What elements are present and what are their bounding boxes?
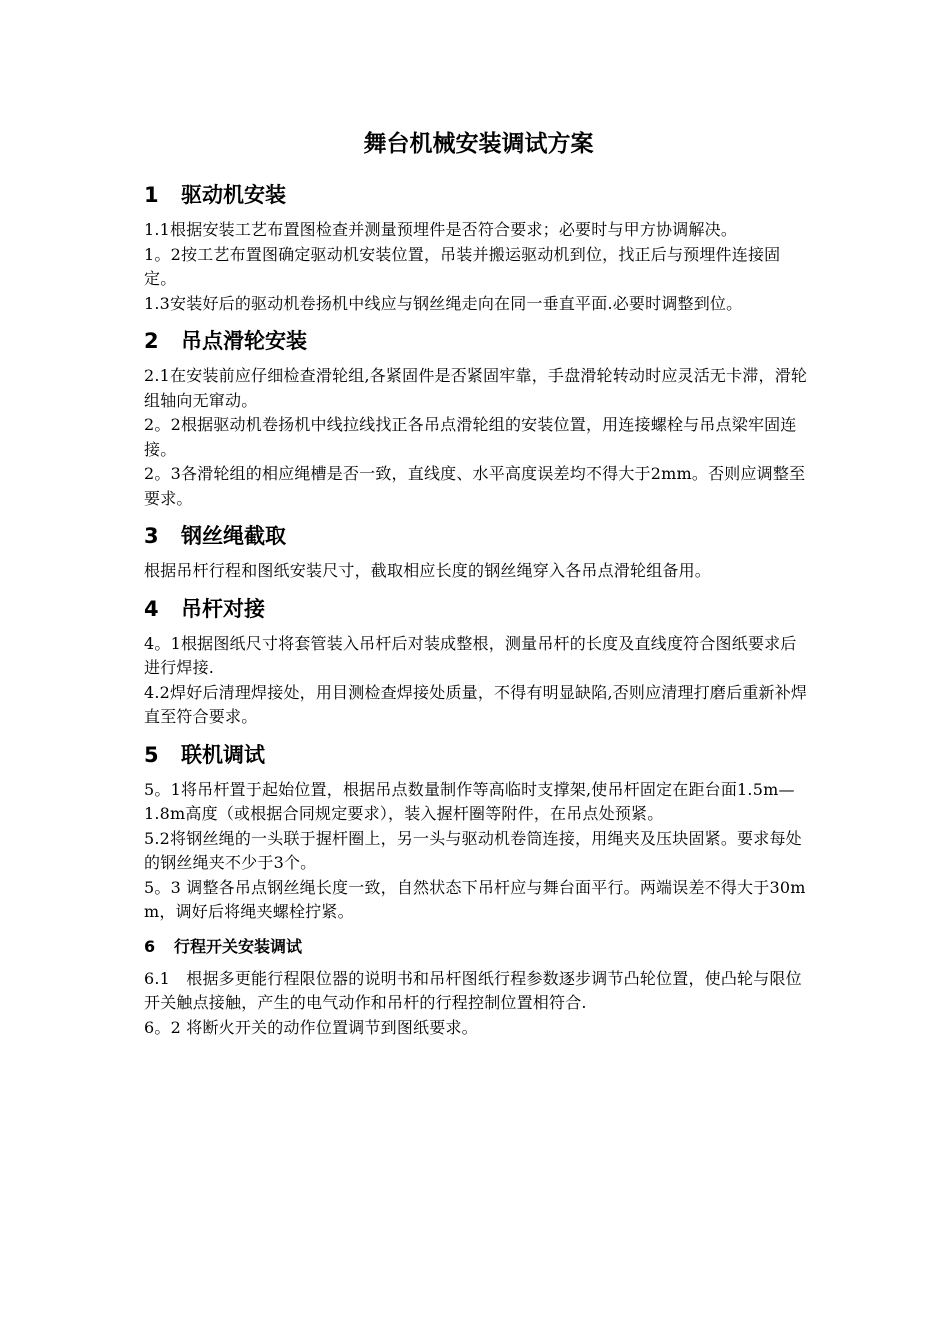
paragraph: 1.3安装好后的驱动机卷扬机中线应与钢丝绳走向在同一垂直平面.必要时调整到位。	[144, 293, 743, 313]
paragraph: 5.2将钢丝绳的一头联于握杆圈上，另一头与驱动机卷筒连接，用绳夹及压块固紧。要求每处的钢丝绳夹不少于3个。	[144, 828, 802, 872]
paragraph: 1。2按工艺布置图确定驱动机安装位置，吊装并搬运驱动机到位，找正后与预埋件连接固定。	[144, 244, 781, 288]
paragraph: 1.1根据安装工艺布置图检查并测量预埋件是否符合要求；必要时与甲方协调解决。	[144, 220, 738, 239]
section-1	[144, 180, 809, 316]
section-number: 3	[144, 524, 159, 548]
paragraph: 根据吊杆行程和图纸安装尺寸，截取相应长度的钢丝绳穿入各吊点滑轮组备用。	[144, 561, 712, 580]
section-number: 1	[144, 183, 159, 207]
section-title: 吊杆对接	[181, 596, 265, 621]
section-heading	[144, 594, 809, 624]
section-5	[144, 740, 809, 925]
section-3	[144, 521, 809, 584]
section-number: 5	[144, 742, 159, 767]
paragraph: 2.1在安装前应仔细检查滑轮组,各紧固件是否紧固牢靠，手盘滑轮转动时应灵活无卡滞，滑轮组轴向无窜动。	[144, 366, 808, 410]
paragraph: 2。2根据驱动机卷扬机中线拉线找正各吊点滑轮组的安装位置，用连接螺栓与吊点梁牢固连接。	[144, 415, 797, 459]
section-number: 2	[144, 329, 159, 353]
section-heading	[144, 521, 809, 551]
paragraph: 4.2焊好后清理焊接处，用目测检查焊接处质量，不得有明显缺陷,否则应清理打磨后重新补焊直至符合要求。	[144, 682, 808, 726]
section-title: 驱动机安装	[181, 183, 286, 207]
paragraph: 4。1根据图纸尺寸将套管装入吊杆后对装成整根，测量吊杆的长度及直线度符合图纸要求后进行焊接.	[144, 633, 797, 677]
section-title: 钢丝绳截取	[181, 524, 286, 548]
paragraph: 5。3 调整各吊点钢丝绳长度一致，自然状态下吊杆应与舞台面平行。两端误差不得大于30mm，调好后将绳夹螺栓拧紧。	[144, 877, 806, 921]
document-page	[144, 128, 809, 1040]
section-number: 4	[144, 596, 159, 621]
section-heading	[144, 180, 809, 210]
section-heading	[144, 326, 809, 356]
section-title: 吊点滑轮安装	[181, 329, 307, 353]
paragraph: 6。2 将断火开关的动作位置调节到图纸要求。	[144, 1017, 478, 1037]
paragraph: 6.1 根据多更能行程限位器的说明书和吊杆图纸行程参数逐步调节凸轮位置，使凸轮与限位开关触点接触，产生的电气动作和吊杆的行程控制位置相符合.	[144, 968, 802, 1012]
section-6	[144, 935, 809, 1041]
paragraph: 5。1将吊杆置于起始位置，根据吊点数量制作等高临时支撑架,使吊杆固定在距台面1.5m—1.8m高度（或根据合同规定要求），装入握杆圈等附件，在吊点处预紧。	[144, 779, 795, 823]
section-number: 6	[144, 936, 156, 956]
section-2	[144, 326, 809, 511]
section-heading	[144, 935, 809, 959]
section-title: 联机调试	[181, 742, 265, 767]
paragraph: 2。3各滑轮组的相应绳槽是否一致，直线度、水平高度误差均不得大于2mm。否则应调整至要求。	[144, 464, 806, 508]
page-title: 舞台机械安装调试方案	[363, 131, 594, 157]
section-title: 行程开关安装调试	[174, 936, 303, 956]
section-heading	[144, 740, 809, 770]
section-4	[144, 594, 809, 730]
